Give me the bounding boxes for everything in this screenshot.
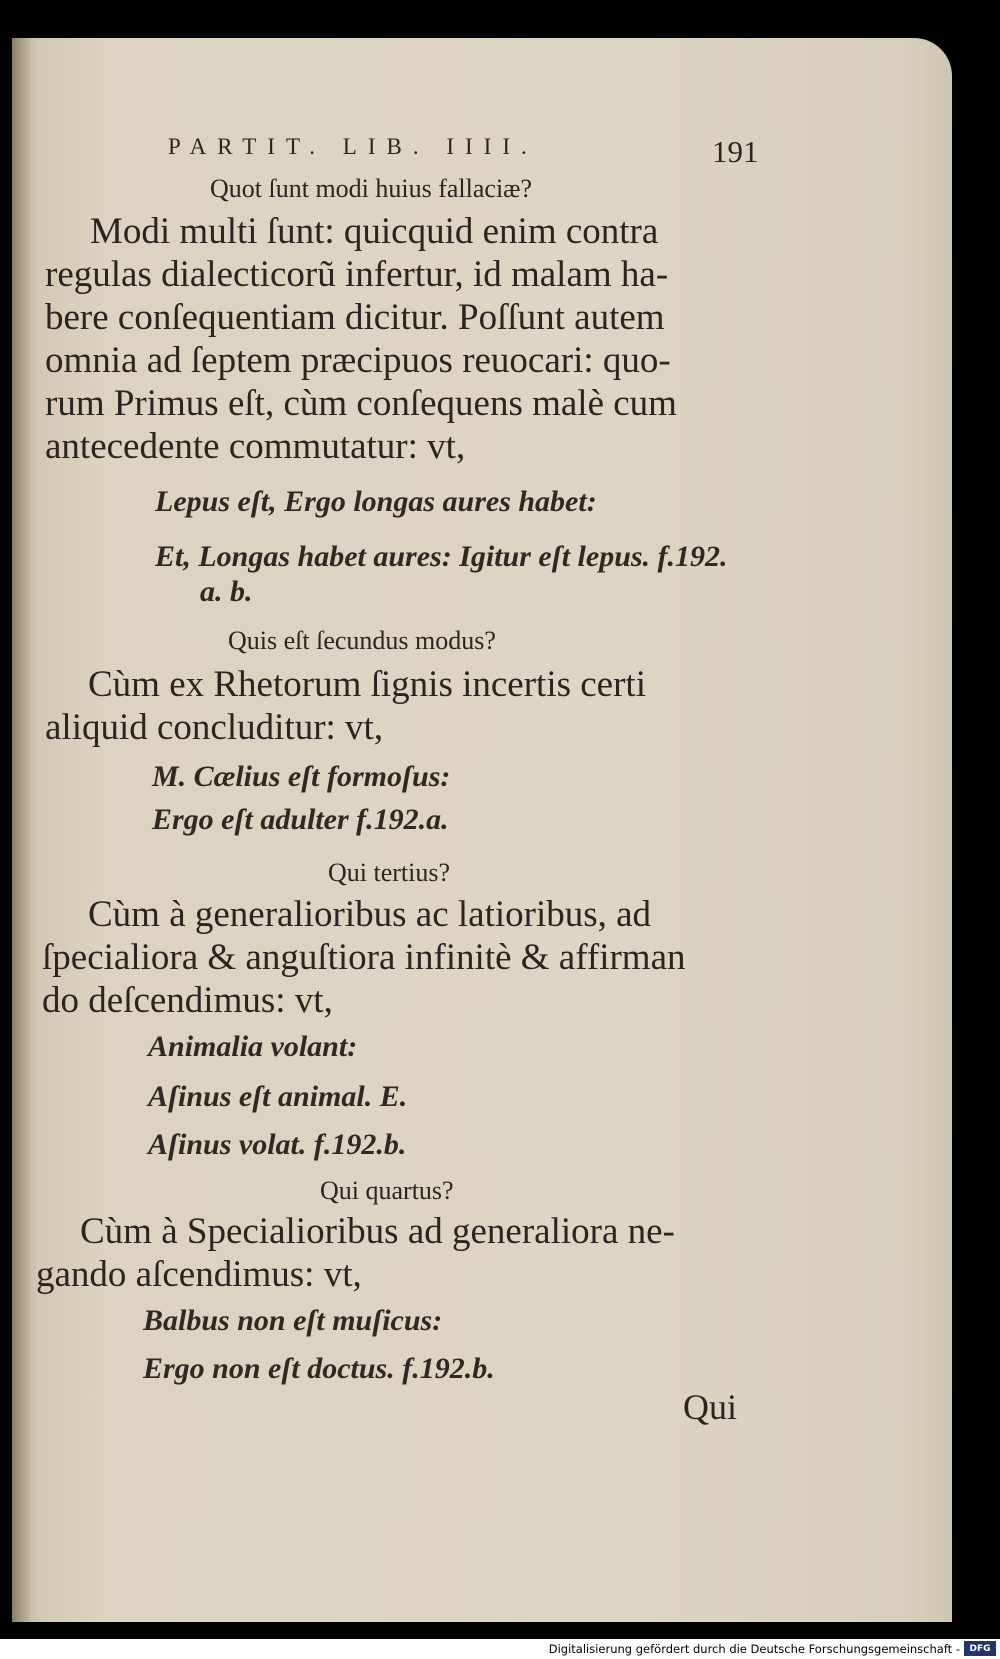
dfg-logo: DFG <box>964 1641 996 1656</box>
example-line: Ergo eſt adulter f.192.a. <box>152 803 449 836</box>
body-line: regulas dialecticorũ infertur, id malam ha- <box>45 254 669 295</box>
example-line: M. Cælius eſt formoſus: <box>152 760 451 793</box>
body-line: antecedente commutatur: vt, <box>45 426 466 467</box>
running-head: PARTIT. LIB. IIII. <box>168 134 538 159</box>
body-line: aliquid concluditur: vt, <box>45 707 384 748</box>
body-line: gando aſcendimus: vt, <box>36 1254 362 1295</box>
example-line: Aſinus eſt animal. E. <box>148 1080 408 1113</box>
question-line: Qui tertius? <box>328 858 451 887</box>
body-line: Cùm ex Rhetorum ſignis incertis certi <box>88 664 646 705</box>
example-line: Ergo non eſt doctus. f.192.b. <box>143 1352 495 1385</box>
catchword: Qui <box>683 1387 737 1427</box>
body-line: ſpecialiora & anguſtiora infinitè & affirman <box>42 937 686 978</box>
body-line: do deſcendimus: vt, <box>42 980 333 1021</box>
body-line: Cùm à Specialioribus ad generaliora ne- <box>80 1211 675 1252</box>
example-line: Balbus non eſt muſicus: <box>143 1304 443 1337</box>
example-line: Aſinus volat. f.192.b. <box>148 1128 407 1161</box>
body-line: omnia ad ſeptem præcipuos reuocari: quo- <box>45 340 671 381</box>
digitization-footer <box>0 1639 1000 1659</box>
question-line: Quot ſunt modi huius fallaciæ? <box>210 174 533 203</box>
example-line: Animalia volant: <box>148 1030 358 1063</box>
question-line: Qui quartus? <box>320 1176 454 1205</box>
example-line: Lepus eſt, Ergo longas aures habet: <box>155 485 597 518</box>
body-line: rum Primus eſt, cùm conſequens malè cum <box>45 383 677 424</box>
example-line: a. b. <box>200 575 253 608</box>
body-line: Modi multi ſunt: quicquid enim contra <box>90 211 659 252</box>
body-line: Cùm à generalioribus ac latioribus, ad <box>88 894 652 935</box>
footer-credit: Digitalisierung gefördert durch die Deutsche Forschungsgemeinschaft - <box>548 1642 960 1656</box>
body-line: bere conſequentiam dicitur. Poſſunt autem <box>45 297 665 338</box>
question-line: Quis eſt ſecundus modus? <box>228 626 496 655</box>
page-number: 191 <box>712 134 759 169</box>
page-gutter-shadow <box>12 38 30 1622</box>
example-line: Et, Longas habet aures: Igitur eſt lepus. f.192. <box>155 540 728 573</box>
